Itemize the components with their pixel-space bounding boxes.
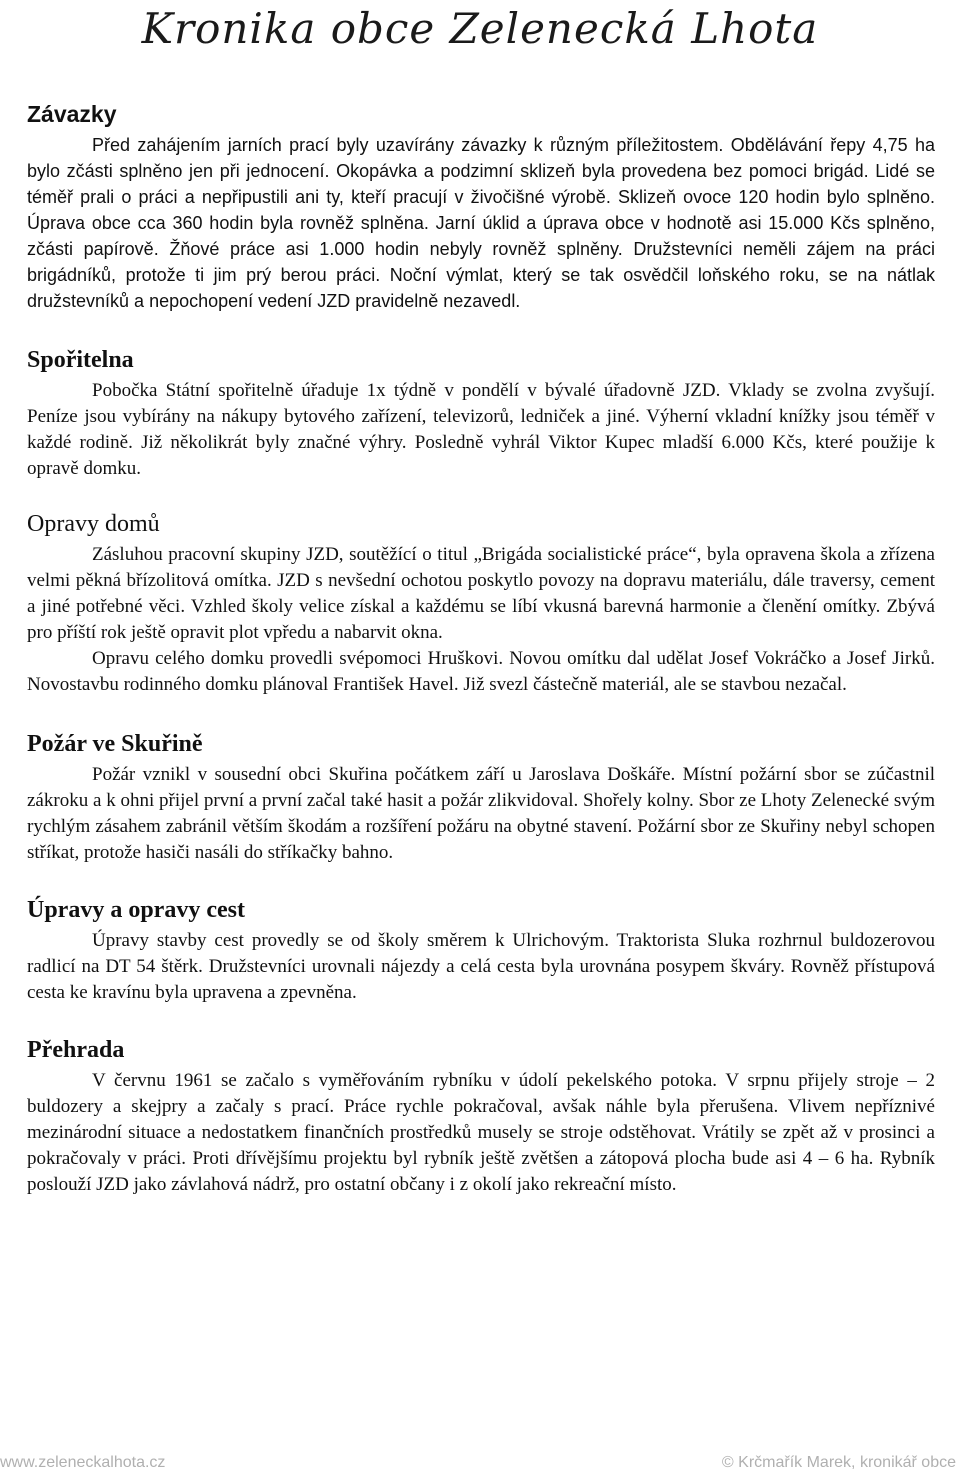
section-prehrada <box>27 1036 935 1198</box>
section-heading: Požár ve Skuřině <box>27 731 203 757</box>
page-footer <box>0 1450 960 1476</box>
section-sporitelna <box>27 346 935 482</box>
section-heading: Přehrada <box>27 1037 125 1063</box>
section-paragraph: Opravu celého domku provedli svépomoci Hruškovi. Novou omítku dal udělat Josef Vokráčko a Josef Jirků. Novostavbu rodinného domku plánoval František Havel. Již svezl částečně materiál, ale se stavbou nezačal. <box>27 648 935 695</box>
section-zavazky <box>27 100 935 314</box>
section-heading: Závazky <box>27 101 117 127</box>
section-paragraph: Úpravy stavby cest provedly se od školy směrem k Ulrichovým. Traktorista Sluka rozhrnul buldozerovou radlicí na DT 54 štěrk. Družstevníci urovnali nájezdy a celá cesta byla urovnána posypem škváry. Rovněž přístupová cesta ke kravínu byla upravena a zpevněna. <box>27 930 935 1003</box>
document-body <box>27 100 935 1198</box>
section-heading: Opravy domů <box>27 511 160 537</box>
footer-website-link[interactable]: www.zeleneckalhota.cz <box>0 1454 166 1471</box>
section-pozar <box>27 730 935 866</box>
section-paragraph: V červnu 1961 se začalo s vyměřováním rybníku v údolí pekelského potoka. V srpnu přijely stroje – 2 buldozery a skejpry a začaly s prací. Práce rychle pokračoval, avšak náhle byla přerušena. Vlivem nepříznivé mezinárodní situace a nedostatkem finančních prostředků musely se stroje odstěhovat. Vrátily se zpět až v prosinci a pokračovaly v práci. Proti dřívějšímu projektu byl rybník ještě zvětšen a zátopová plocha bude asi 4 – 6 ha. Rybník poslouží JZD jako závlahová nádrž, pro ostatní občany i z okolí jako rekreační místo. <box>27 1070 935 1195</box>
footer-credit: © Krčmařík Marek, kronikář obce <box>721 1454 956 1471</box>
section-paragraph: Zásluhou pracovní skupiny JZD, soutěžící o titul „Brigáda socialistické práce“, byla opravena škola a zřízena velmi pěkná břízolitová omítka. JZD s nevšední ochotou poskytlo povozy na dopravu materiálu, dále traversy, cement a jiné potřebné věci. Vzhled školy velice získal a každému se líbí vkusná barevná harmonie a členění omítky. Zbývá pro příští rok ještě opravit plot vpředu a nabarvit okna. <box>27 544 935 643</box>
page-header <box>0 0 960 70</box>
section-paragraph: Požár vznikl v sousední obci Skuřina počátkem září u Jaroslava Doškáře. Místní požární sbor se zúčastnil zákroku a k ohni přijel první a první začal také hasit a požár zlikvidoval. Shořely kolny. Sbor ze Lhoty Zelenecké svým rychlým zásahem zabránil větším škodám a rozšíření požáru na obytné stavení. Požární sbor ze Skuřiny nebyl schopen stříkat, protože hasiči nasáli do stříkačky bahno. <box>27 764 935 863</box>
section-heading: Spořitelna <box>27 347 134 373</box>
section-opravy-domu <box>27 510 935 698</box>
section-paragraph: Pobočka Státní spořitelně úřaduje 1x týdně v pondělí v bývalé úřadovně JZD. Vklady se zvolna zvyšují. Peníze jsou vybírány na nákupy bytového zařízení, televizorů, ledniček a jiné. Výherní vkladní knížky jsou téměř v každé rodině. Již několikrát byly značné výhry. Posledně vyhrál Viktor Kupec mladší 6.000 Kčs, které použije k opravě domku. <box>27 380 935 479</box>
chronicle-title: Kronika obce Zelenecká Lhota <box>141 4 819 53</box>
section-paragraph: Před zahájením jarních prací byly uzavírány závazky k různým příležitostem. Obdělávání řepy 4,75 ha bylo zčásti splněno jen při jednocení. Okopávka a podzimní sklizeň byla provedena bez pomoci brigád. Lidé se téměř prali o práci a nepřipustili ani ty, kteří pracují v živočišné výrobě. Sklizeň ovoce 120 hodin bylo splněno. Úprava obce cca 360 hodin byla rovněž splněna. Jarní úklid a úprava obce v hodnotě asi 15.000 Kčs splněno, zčásti papírově. Žňové práce asi 1.000 hodin nebyly rovněž splněny. Družstevníci neměli zájem na práci brigádníků, protože ti jim prý berou práci. Noční výmlat, který se tak osvědčil loňského roku, se na nátlak družstevníků a nepochopení vedení JZD pravidelně nezavedl. <box>27 135 935 311</box>
section-upravy-cest <box>27 896 935 1006</box>
section-heading: Úpravy a opravy cest <box>27 897 245 923</box>
